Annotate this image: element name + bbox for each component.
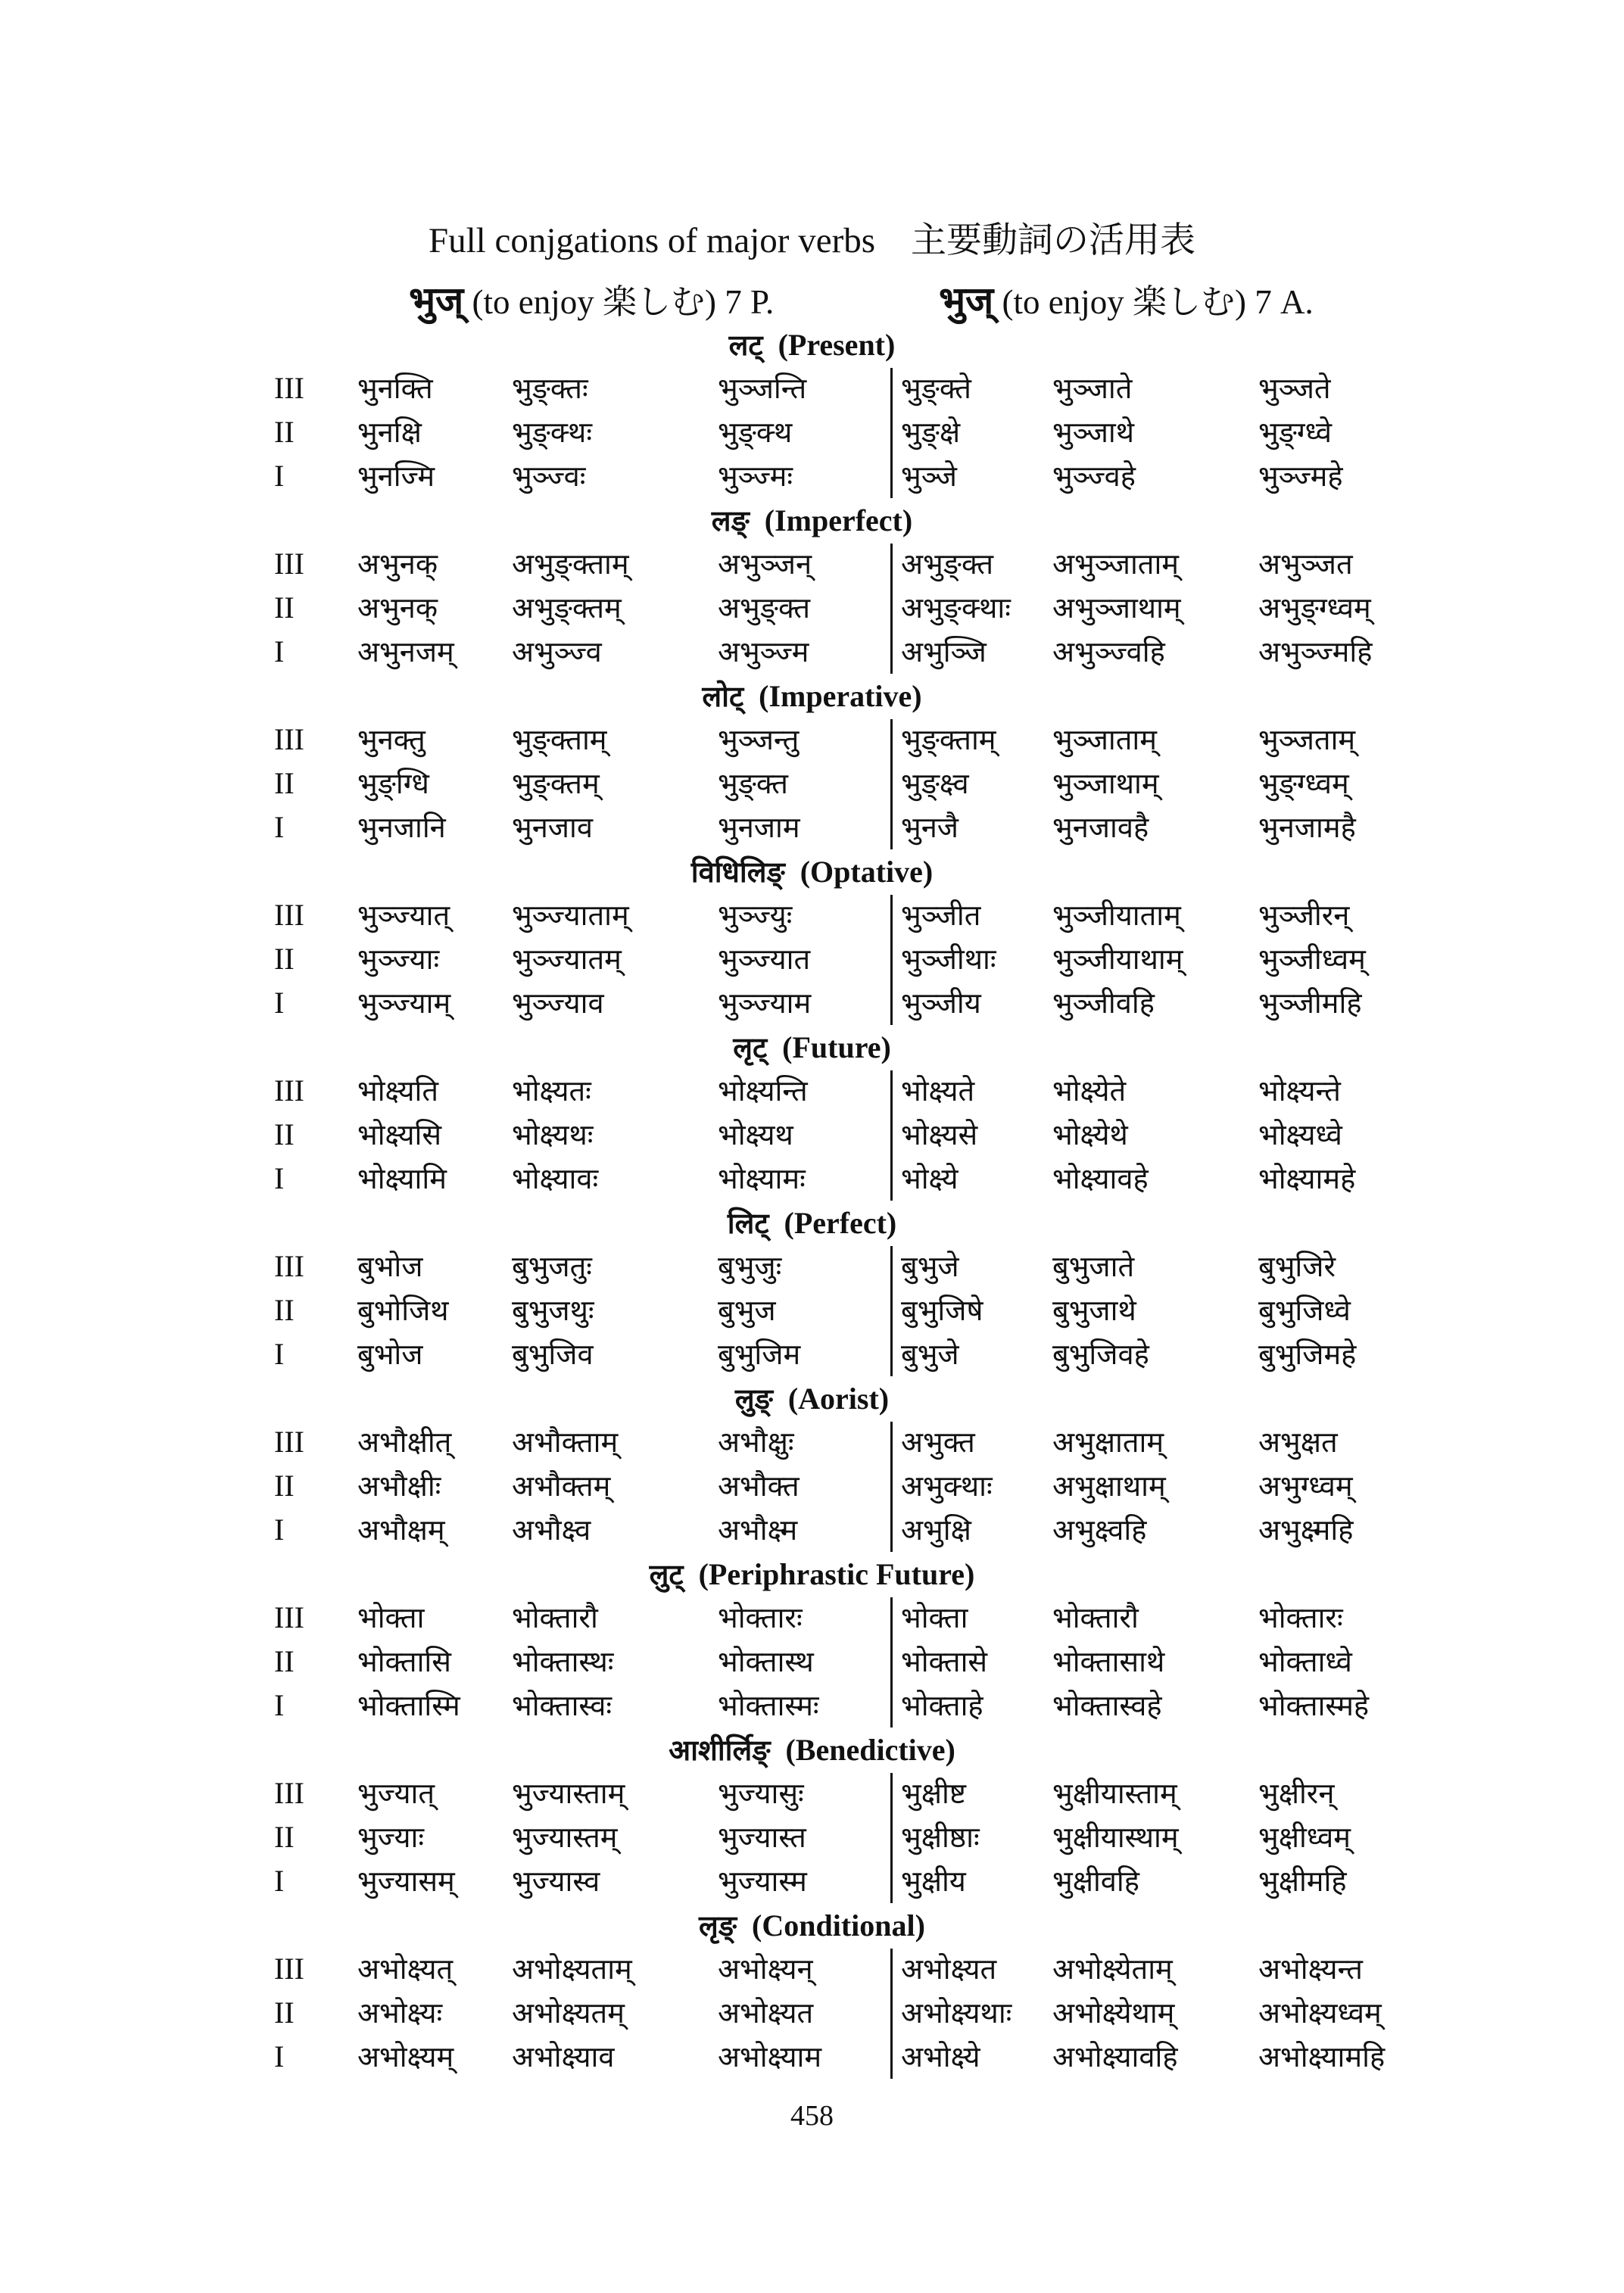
verb-form: भुञ्जन्तु [718, 723, 800, 756]
table-row [0, 1332, 1624, 1376]
verb-form: भोक्तासाथे [1052, 1645, 1165, 1678]
tense-english-name: (Imperative) [759, 679, 922, 713]
page-number: 458 [790, 2100, 834, 2132]
verb-form: अभुग्ध्वम् [1258, 1469, 1353, 1503]
verb-form: भुङ्ग्ध्वम् [1258, 767, 1349, 800]
verb-form: अभोक्ष्याम [718, 2040, 822, 2073]
verb-form: अभोक्ष्यत [718, 1996, 814, 2030]
verb-form: अभुङ्क्त [718, 591, 810, 625]
verb-form: अभौक्षुः [718, 1425, 794, 1459]
verb-form: भुञ्जे [901, 460, 957, 493]
verb-form: भुञ्जीध्वम् [1258, 942, 1366, 976]
person-label: II [274, 1117, 295, 1151]
tense-english-name: (Imperfect) [764, 503, 913, 537]
verb-form: भोक्तास्वहे [1052, 1689, 1162, 1722]
tense-title [0, 1204, 1624, 1243]
table-row [0, 630, 1624, 674]
verb-form: बुभुजे [901, 1338, 959, 1371]
verb-form: भुञ्जाताम् [1052, 723, 1157, 756]
verb-form: भोक्ष्यते [901, 1074, 975, 1108]
tense-sanskrit-name: लृङ् [699, 1909, 737, 1943]
person-label: II [274, 1644, 295, 1678]
verb-form: भोक्ष्येथे [1052, 1118, 1128, 1151]
verb-form: भुङ्क्ताम् [901, 723, 996, 756]
verb-form: अभुञ्जत [1258, 547, 1353, 581]
verb-form: भुञ्जीयाथाम् [1052, 942, 1183, 976]
verb-form: भोक्ष्यथः [512, 1118, 594, 1151]
verb-form: अभौक्ष्व [512, 1513, 591, 1547]
verb-form: अभुक्षि [901, 1513, 971, 1547]
verb-form: भुञ्ज्याम् [357, 986, 451, 1020]
verb-form: अभोक्ष्यत [901, 1952, 997, 1986]
person-label: I [274, 1513, 285, 1547]
verb-form: भोक्तास्थ [718, 1645, 814, 1678]
person-label: II [274, 1293, 295, 1327]
voice-divider [890, 1949, 893, 2079]
verb-form: अभौक्ष्म [718, 1513, 798, 1547]
person-label: II [274, 590, 295, 625]
verb-form: भुञ्ज्याताम् [512, 899, 629, 932]
tense-block [0, 501, 1624, 677]
verb-form: अभोक्ष्यताम् [512, 1952, 632, 1986]
verb-form: भुञ्जन्ति [718, 372, 807, 405]
verb-form: भुञ्ज्वहे [1052, 460, 1136, 493]
person-label: II [274, 1820, 295, 1854]
verb-form: भुञ्जाथाम् [1052, 767, 1159, 800]
verb-form: अभुक्षाताम् [1052, 1425, 1164, 1459]
verb-form: बुभुजुः [718, 1250, 782, 1283]
verb-form: भुञ्जीत [901, 899, 981, 932]
person-label: III [274, 371, 304, 405]
verb-form: अभुक्ष्महि [1258, 1513, 1354, 1547]
verb-form: भुज्यास्ताम् [512, 1777, 625, 1810]
person-label: III [274, 1600, 304, 1634]
verb-form: भुञ्जताम् [1258, 723, 1356, 756]
table-row [0, 1508, 1624, 1552]
table-row [0, 454, 1624, 498]
verb-form: भोक्तासे [901, 1645, 988, 1678]
verb-root: भुज् [409, 279, 464, 322]
tense-english-name: (Aorist) [787, 1382, 890, 1416]
tense-block [0, 1204, 1624, 1379]
verb-form: भोक्तास्महे [1258, 1689, 1370, 1722]
tense-title [0, 1731, 1624, 1770]
table-row [0, 542, 1624, 586]
parasmaipada-header [409, 276, 774, 327]
verb-form: बुभुजिध्वे [1258, 1294, 1351, 1327]
verb-form: बुभुजिवहे [1052, 1338, 1149, 1371]
verb-form: भुञ्ज्याव [512, 986, 604, 1020]
verb-form: भोक्तास्थः [512, 1645, 614, 1678]
table-row [0, 1947, 1624, 1991]
person-label: II [274, 415, 295, 449]
verb-form: बुभुजिव [512, 1338, 594, 1371]
table-row [0, 2035, 1624, 2079]
verb-form: भोक्ता [357, 1601, 425, 1634]
verb-form: अभोक्ष्यत् [357, 1952, 454, 1986]
tense-sanskrit-name: लृट् [733, 1031, 768, 1064]
verb-form: भोक्ष्ये [901, 1162, 959, 1195]
verb-form: भुञ्जाते [1052, 372, 1133, 405]
tense-english-name: (Benedictive) [785, 1733, 955, 1767]
verb-form: बुभुजिम [718, 1338, 801, 1371]
verb-form: भुनजाव [512, 811, 593, 844]
verb-form: अभुञ्जाताम् [1052, 547, 1180, 581]
verb-form: भुज्यासुः [718, 1777, 804, 1810]
verb-form: बुभुजिमहे [1258, 1338, 1357, 1371]
verb-form: भोक्तास्मः [718, 1689, 819, 1722]
verb-form: अभोक्ष्यामहि [1258, 2040, 1386, 2073]
verb-form: भुज्याः [357, 1821, 425, 1854]
conjugation-table [0, 326, 1624, 2082]
tense-block [0, 1555, 1624, 1731]
verb-form: भुञ्ज्यातम् [512, 942, 622, 976]
person-label: III [274, 1952, 304, 1986]
verb-form: अभुङ्क्तम् [512, 591, 622, 625]
person-label: II [274, 1995, 295, 2030]
person-label: III [274, 1073, 304, 1108]
person-label: I [274, 1864, 285, 1898]
verb-form: बुभुजे [901, 1250, 959, 1283]
verb-form: अभुक्थाः [901, 1469, 993, 1503]
table-row [0, 762, 1624, 805]
person-label: III [274, 1776, 304, 1810]
verb-form: भुज्यास्त [718, 1821, 806, 1854]
verb-form: अभुनजम् [357, 635, 454, 668]
verb-form: अभोक्ष्यावहि [1052, 2040, 1178, 2073]
verb-form: भुक्षीष्ठाः [901, 1821, 980, 1854]
table-row [0, 805, 1624, 849]
verb-form: भुज्यास्म [718, 1865, 807, 1898]
verb-form: भोक्तारः [718, 1601, 803, 1634]
table-row [0, 1859, 1624, 1903]
tense-sanskrit-name: लट् [728, 329, 763, 362]
verb-form: अभुञ्जन् [718, 547, 812, 581]
table-row [0, 1245, 1624, 1288]
verb-form: अभोक्ष्यन्त [1258, 1952, 1363, 1986]
verb-form: भोक्ष्यसि [357, 1118, 442, 1151]
verb-form: अभुनक् [357, 591, 438, 625]
person-label: III [274, 547, 304, 581]
voice-divider [890, 544, 893, 674]
table-row [0, 893, 1624, 937]
verb-form: भोक्ताध्वे [1258, 1645, 1352, 1678]
verb-form: भुनजाम [718, 811, 800, 844]
verb-form: भुनक्ति [357, 372, 433, 405]
person-label: I [274, 2039, 285, 2073]
tense-english-name: (Optative) [800, 855, 934, 889]
table-row [0, 410, 1624, 454]
verb-form: भुज्यास्तम् [512, 1821, 618, 1854]
verb-form: भोक्तास्मि [357, 1689, 460, 1722]
verb-form: भुनक्तु [357, 723, 425, 756]
table-row [0, 937, 1624, 981]
tense-title [0, 852, 1624, 892]
verb-form: भुज्यास्व [512, 1865, 600, 1898]
verb-form: भुञ्जीथाः [901, 942, 996, 976]
verb-form: अभोक्ष्यन् [718, 1952, 813, 1986]
verb-form: भोक्ष्यतः [512, 1074, 591, 1108]
verb-form: भोक्ष्यसे [901, 1118, 978, 1151]
verb-form: भोक्ष्यावहे [1052, 1162, 1149, 1195]
verb-form: भोक्ष्येते [1052, 1074, 1127, 1108]
verb-form: अभोक्ष्याव [512, 2040, 615, 2073]
verb-form: भोक्ष्यति [357, 1074, 439, 1108]
verb-form: बुभोजिथ [357, 1294, 449, 1327]
verb-form: भुङ्क्ते [901, 372, 971, 405]
verb-form: भुङ्ग्धि [357, 767, 429, 800]
verb-form: भुञ्ज्युः [718, 899, 793, 932]
verb-gloss: (to enjoy 楽しむ) 7 P. [463, 283, 775, 321]
voice-divider [890, 1597, 893, 1728]
verb-form: अभुङ्क्त [901, 547, 993, 581]
verb-form: अभोक्ष्येताम् [1052, 1952, 1173, 1986]
verb-form: भोक्ष्यामः [718, 1162, 806, 1195]
verb-form: भुज्यात् [357, 1777, 435, 1810]
verb-form: बुभुजिषे [901, 1294, 983, 1327]
verb-form: अभौक्षम् [357, 1513, 445, 1547]
verb-form: अभुञ्ज्व [512, 635, 602, 668]
verb-form: भुक्षीवहि [1052, 1865, 1139, 1898]
verb-form: भुक्षीरन् [1258, 1777, 1335, 1810]
verb-root: भुज् [939, 279, 994, 322]
tense-title [0, 1028, 1624, 1067]
verb-form: भुङ्क्थ [718, 416, 793, 449]
verb-form: भुञ्जीयाताम् [1052, 899, 1181, 932]
tense-title [0, 1906, 1624, 1946]
verb-form: भोक्तासि [357, 1645, 451, 1678]
verb-form: भुक्षीयास्ताम् [1052, 1777, 1177, 1810]
verb-form: अभौक्षीः [357, 1469, 441, 1503]
verb-form: अभुङ्ग्ध्वम् [1258, 591, 1371, 625]
tense-sanskrit-name: विधिलिङ् [690, 855, 785, 889]
person-label: I [274, 810, 285, 844]
verb-form: अभुक्षत [1258, 1425, 1338, 1459]
verb-form: भुनजानि [357, 811, 446, 844]
verb-form: अभुञ्जि [901, 635, 987, 668]
voice-divider [890, 1246, 893, 1376]
verb-form: भुनजामहै [1258, 811, 1356, 844]
verb-form: भुनज्मि [357, 460, 435, 493]
tense-english-name: (Present) [778, 328, 896, 362]
voice-divider [890, 895, 893, 1025]
tense-title [0, 501, 1624, 541]
voice-divider [890, 368, 893, 498]
table-row [0, 1157, 1624, 1201]
verb-form: बुभुजाथे [1052, 1294, 1136, 1327]
person-label: III [274, 1249, 304, 1283]
tense-sanskrit-name: लुट् [649, 1558, 684, 1591]
verb-form: अभौक्तम् [512, 1469, 611, 1503]
verb-form: अभुञ्ज्महि [1258, 635, 1373, 668]
verb-form: बुभुज [718, 1294, 776, 1327]
tense-sanskrit-name: लोट् [702, 680, 744, 713]
verb-form: भुञ्जीवहि [1052, 986, 1155, 1020]
verb-form: भुङ्क्षे [901, 416, 961, 449]
verb-form: भोक्ष्यामि [357, 1162, 447, 1195]
tense-english-name: (Future) [782, 1030, 891, 1064]
tense-english-name: (Perfect) [784, 1206, 897, 1240]
verb-form: भोक्ष्यन्ति [718, 1074, 808, 1108]
verb-form: भुक्षीमहि [1258, 1865, 1347, 1898]
verb-form: बुभोज [357, 1250, 423, 1283]
verb-form: भुञ्ज्याम [718, 986, 812, 1020]
verb-form: बुभुजथुः [512, 1294, 594, 1327]
voice-divider [890, 719, 893, 849]
verb-form: भुक्षीय [901, 1865, 966, 1898]
person-label: II [274, 766, 295, 800]
verb-form: भोक्ता [901, 1601, 968, 1634]
person-label: III [274, 722, 304, 756]
tense-sanskrit-name: लिट् [727, 1207, 769, 1240]
table-row [0, 1640, 1624, 1684]
tense-sanskrit-name: लङ् [711, 504, 750, 537]
person-label: I [274, 1337, 285, 1371]
verb-form: अभुक्ष्वहि [1052, 1513, 1147, 1547]
verb-form: अभुञ्ज्म [718, 635, 809, 668]
verb-form: अभुक्षाथाम् [1052, 1469, 1166, 1503]
table-row [0, 1596, 1624, 1640]
person-label: II [274, 942, 295, 976]
tense-sanskrit-name: लुङ् [734, 1382, 773, 1416]
voice-divider [890, 1422, 893, 1552]
tense-block [0, 677, 1624, 852]
verb-form: भुञ्जीरन् [1258, 899, 1350, 932]
table-row [0, 366, 1624, 410]
verb-form: भुक्षीष्ट [901, 1777, 966, 1810]
verb-form: भोक्ष्यावः [512, 1162, 599, 1195]
verb-form: अभोक्ष्यः [357, 1996, 443, 2030]
verb-form: बुभुजिरे [1258, 1250, 1336, 1283]
verb-form: भोक्ष्यथ [718, 1118, 793, 1151]
verb-form: अभुञ्ज्वहि [1052, 635, 1165, 668]
verb-form: भुञ्जते [1258, 372, 1331, 405]
tense-block [0, 1906, 1624, 2082]
tense-block [0, 852, 1624, 1028]
table-row [0, 1288, 1624, 1332]
verb-form: अभौक्त [718, 1469, 800, 1503]
table-row [0, 1069, 1624, 1113]
table-row [0, 718, 1624, 762]
verb-form: भुञ्ज्याः [357, 942, 440, 976]
verb-form: अभोक्ष्यथाः [901, 1996, 1012, 2030]
verb-form: भुनजावहै [1052, 811, 1149, 844]
person-label: III [274, 1425, 304, 1459]
verb-form: भुञ्ज्महे [1258, 460, 1343, 493]
table-row [0, 1464, 1624, 1508]
verb-form: अभुक्त [901, 1425, 975, 1459]
verb-form: भुङ्ग्ध्वे [1258, 416, 1333, 449]
verb-form: भुङ्क्तः [512, 372, 588, 405]
verb-form: अभौक्षीत् [357, 1425, 452, 1459]
page-title: Full conjgations of major verbs 主要動詞の活用表 [428, 221, 1196, 260]
verb-form: भोक्ताहे [901, 1689, 983, 1722]
verb-form: भुञ्जाथे [1052, 416, 1135, 449]
person-label: I [274, 986, 285, 1020]
table-row [0, 1684, 1624, 1728]
verb-form: भोक्तारौ [1052, 1601, 1139, 1634]
verb-form: अभुङ्क्ताम् [512, 547, 629, 581]
tense-block [0, 1379, 1624, 1555]
tense-title [0, 1555, 1624, 1594]
verb-form: भुञ्ज्वः [512, 460, 586, 493]
tense-sanskrit-name: आशीर्लिङ् [669, 1734, 771, 1767]
verb-form: भोक्तारौ [512, 1601, 598, 1634]
verb-form: भुञ्ज्यात [718, 942, 811, 976]
person-label: I [274, 1161, 285, 1195]
verb-gloss: (to enjoy 楽しむ) 7 A. [993, 283, 1314, 321]
table-row [0, 981, 1624, 1025]
voice-divider [890, 1773, 893, 1903]
verb-form: भुङ्क्त [718, 767, 788, 800]
verb-form: भुक्षीध्वम् [1258, 1821, 1351, 1854]
verb-form: भुञ्ज्मः [718, 460, 793, 493]
verb-form: अभोक्ष्येथाम् [1052, 1996, 1175, 2030]
verb-form: अभोक्ष्ये [901, 2040, 980, 2073]
tense-title [0, 326, 1624, 365]
verb-form: भोक्ष्यामहे [1258, 1162, 1356, 1195]
verb-form: भोक्तास्वः [512, 1689, 613, 1722]
person-label: II [274, 1469, 295, 1503]
verb-form: भुञ्जीय [901, 986, 981, 1020]
verb-form: भुङ्क्थः [512, 416, 593, 449]
verb-form: अभुञ्जाथाम् [1052, 591, 1181, 625]
verb-form: भोक्तारः [1258, 1601, 1343, 1634]
person-label: I [274, 634, 285, 668]
verb-form: भुङ्क्ष्व [901, 767, 969, 800]
table-row [0, 1991, 1624, 2035]
tense-block [0, 326, 1624, 501]
tense-block [0, 1731, 1624, 1906]
verb-form: भुङ्क्ताम् [512, 723, 607, 756]
verb-form: भुज्यासम् [357, 1865, 455, 1898]
verb-form: बुभोज [357, 1338, 423, 1371]
tense-english-name: (Periphrastic Future) [698, 1557, 975, 1591]
verb-form: अभोक्ष्यध्वम् [1258, 1996, 1382, 2030]
voice-divider [890, 1070, 893, 1201]
verb-form: भुङ्क्तम् [512, 767, 600, 800]
verb-form: भुञ्ज्यात् [357, 899, 450, 932]
verb-form: अभोक्ष्यम् [357, 2040, 454, 2073]
verb-form: भुनक्षि [357, 416, 422, 449]
person-label: I [274, 459, 285, 493]
person-label: III [274, 898, 304, 932]
tense-title [0, 677, 1624, 716]
verb-form: अभौक्ताम् [512, 1425, 619, 1459]
verb-form: भुक्षीयास्थाम् [1052, 1821, 1179, 1854]
verb-form: भुनजै [901, 811, 959, 844]
verb-form: अभुङ्क्थाः [901, 591, 1011, 625]
table-row [0, 1113, 1624, 1157]
table-row [0, 1771, 1624, 1815]
table-row [0, 1420, 1624, 1464]
atmanepada-header [939, 276, 1314, 327]
person-label: I [274, 1688, 285, 1722]
verb-form: भुञ्जीमहि [1258, 986, 1362, 1020]
verb-form: अभोक्ष्यतम् [512, 1996, 625, 2030]
tense-title [0, 1379, 1624, 1419]
verb-form: अभुनक् [357, 547, 438, 581]
tense-block [0, 1028, 1624, 1204]
verb-form: बुभुजाते [1052, 1250, 1135, 1283]
verb-form: भोक्ष्यध्वे [1258, 1118, 1342, 1151]
table-row [0, 586, 1624, 630]
verb-form: भोक्ष्यन्ते [1258, 1074, 1341, 1108]
verb-form: बुभुजतुः [512, 1250, 592, 1283]
tense-english-name: (Conditional) [752, 1908, 925, 1943]
table-row [0, 1815, 1624, 1859]
